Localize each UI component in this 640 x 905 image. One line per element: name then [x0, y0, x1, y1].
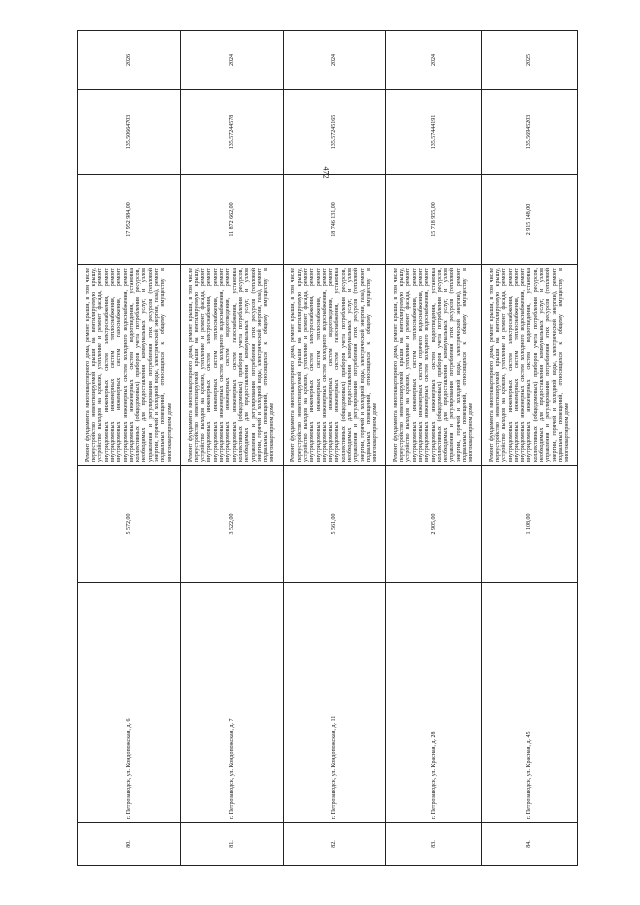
row-cost: 2 915 148,00: [482, 175, 578, 265]
row-code: 135.57244578: [180, 90, 283, 175]
row-works: Ремонт фундамента многоквартирного дома, ремонт крыши, в том числе переустройство невентилируемой крыши на вентилируемую крышу, устройство выходов на кровлю, утепление и ремонт фасада, ремонт внутридомовых инженерных систем теплоснабжения, ремонт внутридомовых инженерных систем горячего водоснабжения, ремонт внутридомовых инженерных систем холодного водоснабжения, ремонт внутридомовых инженерных систем водоотведения, установка коллективных (общедомовых) приборов учета потребления ресурсов, необходимых для предоставления коммунальных услуг, и узлов управления и регулирования потребления этих ресурсов (тепловой энергии, горячей и холодной воды, электрической энергии), ремонт подвальных помещений, относящихся к общему имуществу в многоквартирном доме: [386, 265, 482, 466]
row-code: 135.56945203: [482, 90, 578, 175]
row-works: Ремонт фундамента многоквартирного дома, ремонт крыши, в том числе переустройство невентилируемой крыши на вентилируемую крышу, устройство выходов на кровлю, утепление и ремонт фасада, ремонт внутридомовых инженерных систем электроснабжения, ремонт внутридомовых инженерных систем теплоснабжения, ремонт внутридомовых инженерных систем газоснабжения, ремонт внутридомовых инженерных систем холодного водоснабжения, ремонт внутридомовых инженерных систем водоотведения, установка коллективных (общедомовых) приборов учета потребления ресурсов, необходимых для предоставления коммунальных услуг, и узлов управления и регулирования потребления этих ресурсов (тепловой энергии, горячей и холодной воды, электрической энергии, газа), ремонт подвальных помещений, относящихся к общему имуществу в многоквартирном доме: [78, 265, 181, 466]
page-number: 472: [321, 166, 331, 179]
row-address: г. Петрозаводск, ул. Кондопожская, д. 6: [78, 583, 181, 823]
row-code: 135.50664703: [78, 90, 181, 175]
row-year: 2024: [386, 31, 482, 90]
table-row: [482, 31, 578, 866]
row-cost: 18 746 131,00: [283, 175, 386, 265]
row-address: г. Петрозаводск, ул. Красная, д. 28: [386, 583, 482, 823]
row-address: г. Петрозаводск, ул. Кондопожская, д. 7: [180, 583, 283, 823]
row-area: 3 522,00: [180, 466, 283, 583]
row-number: 81.: [180, 823, 283, 866]
row-year: 2026: [78, 31, 181, 90]
repair-program-table: [77, 30, 578, 866]
row-area: 1 108,00: [482, 466, 578, 583]
row-works: Ремонт фундамента многоквартирного дома, ремонт крыши, в том числе переустройство невентилируемой крыши на вентилируемую крышу, устройство выходов на кровлю, утепление и ремонт фасада, ремонт внутридомовых инженерных систем электроснабжения, ремонт внутридомовых инженерных систем теплоснабжения, ремонт внутридомовых инженерных систем холодного водоснабжения, ремонт внутридомовых инженерных систем водоотведения, установка коллективных (общедомовых) приборов учета потребления ресурсов, необходимых для предоставления коммунальных услуг, и узлов управления и регулирования потребления этих ресурсов (тепловой энергии, горячей и холодной воды, электрической энергии), ремонт подвальных помещений, относящихся к общему имуществу в многоквартирном доме: [482, 265, 578, 466]
row-year: 2024: [180, 31, 283, 90]
row-year: 2025: [482, 31, 578, 90]
row-number: 80.: [78, 823, 181, 866]
row-area: 5 561,00: [283, 466, 386, 583]
row-code: 135.57245165: [283, 90, 386, 175]
row-works: Ремонт фундамента многоквартирного дома, ремонт крыши, в том числе переустройство невентилируемой крыши на вентилируемую крышу, устройство выходов на кровлю, утепление и ремонт фасада, ремонт внутридомовых инженерных систем электроснабжения, ремонт внутридомовых инженерных систем теплоснабжения, ремонт внутридомовых инженерных систем холодного водоснабжения, ремонт внутридомовых инженерных систем водоотведения, ремонт внутридомовых инженерных систем газоснабжения, установка коллективных (общедомовых) приборов учета потребления ресурсов, необходимых для предоставления коммунальных услуг, и узлов управления и регулирования потребления этих ресурсов (тепловой энергии, горячей и холодной воды, электрической энергии, газа), ремонт подвальных помещений, относящихся к общему имуществу в многоквартирном доме: [180, 265, 283, 466]
row-number: 84.: [482, 823, 578, 866]
row-address: г. Петрозаводск, ул. Красная, д. 45: [482, 583, 578, 823]
row-year: 2024: [283, 31, 386, 90]
table-row: [78, 31, 181, 866]
row-area: 2 905,00: [386, 466, 482, 583]
row-works: Ремонт фундамента многоквартирного дома, ремонт крыши, в том числе переустройство невентилируемой крыши на вентилируемую крышу, устройство выходов на кровлю, утепление и ремонт фасада, ремонт внутридомовых инженерных систем электроснабжения, ремонт внутридомовых инженерных систем теплоснабжения, ремонт внутридомовых инженерных систем холодного водоснабжения, ремонт внутридомовых инженерных систем водоотведения, ремонт внутридомовых инженерных систем газоснабжения, установка коллективных (общедомовых) приборов учета потребления ресурсов, необходимых для предоставления коммунальных услуг, и узлов управления и регулирования потребления этих ресурсов (тепловой энергии, горячей и холодной воды, электрической энергии, газа), ремонт подвальных помещений, относящихся к общему имуществу в многоквартирном доме: [283, 265, 386, 466]
row-code: 135.57444191: [386, 90, 482, 175]
row-number: 83.: [386, 823, 482, 866]
table-row: [180, 31, 283, 866]
table-row: [283, 31, 386, 866]
rotated-table-container: [77, 54, 578, 866]
row-address: г. Петрозаводск, ул. Кондопожская, д. 11: [283, 583, 386, 823]
row-cost: 11 872 662,00: [180, 175, 283, 265]
row-cost: 15 718 955,00: [386, 175, 482, 265]
table-row: [386, 31, 482, 866]
row-area: 5 572,00: [78, 466, 181, 583]
row-number: 82.: [283, 823, 386, 866]
row-cost: 17 952 984,00: [78, 175, 181, 265]
